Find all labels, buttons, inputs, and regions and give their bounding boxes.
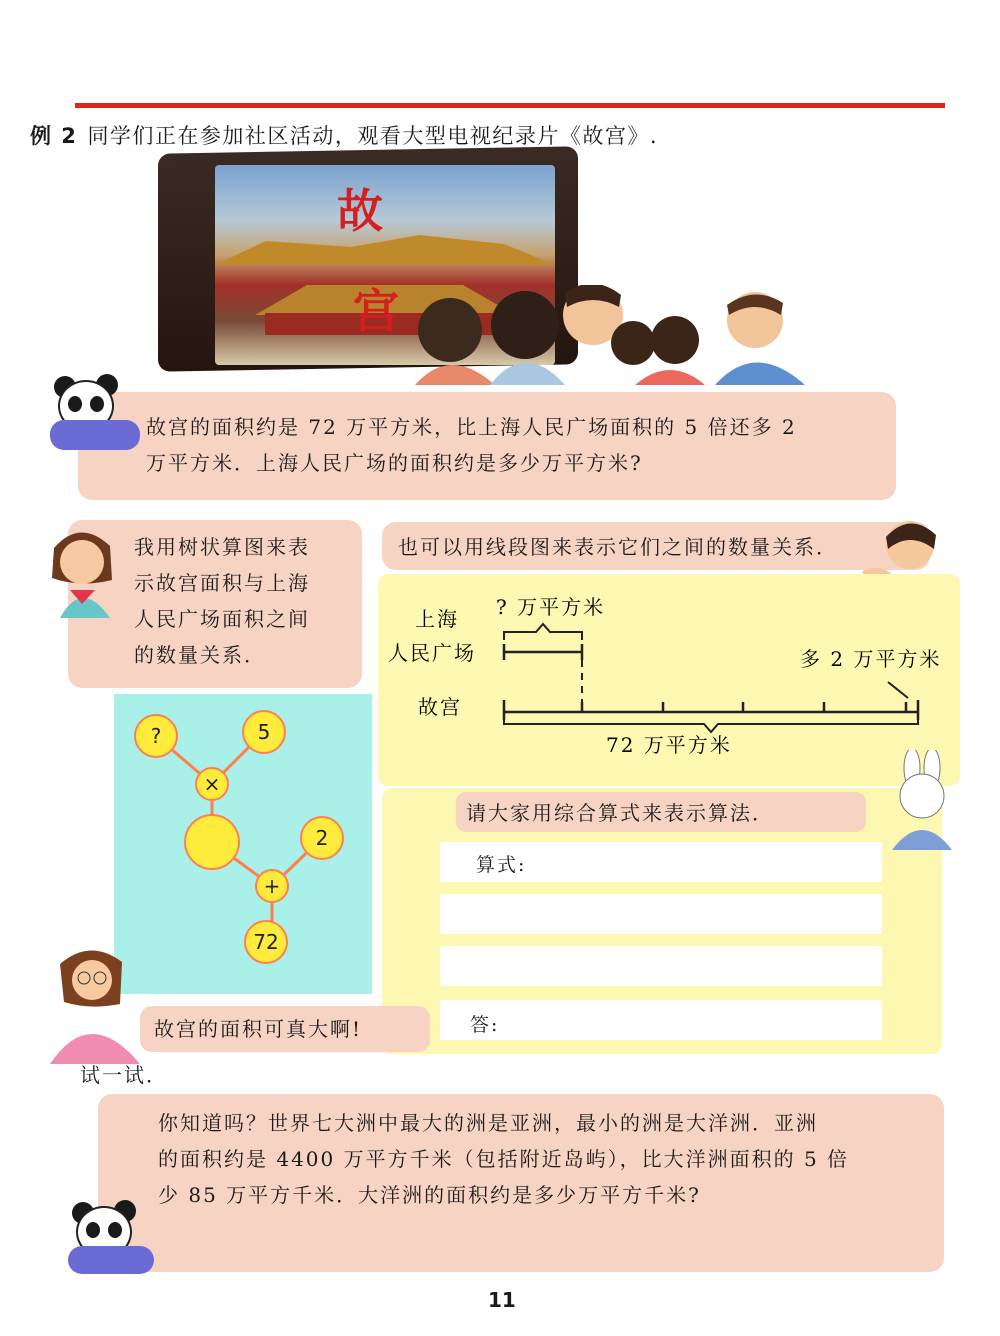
girl-line-1: 我用树状算图来表 [134,535,310,559]
seg-question-label: ? 万平方米 [496,595,606,619]
example-label: 例 2 [30,124,78,148]
try-line-3: 少 85 万平方千米．大洋洲的面积约是多少万平方千米? [158,1183,701,1207]
tree-label-5: 5 [257,720,271,744]
tree-label-2: 2 [315,826,329,850]
rabbit-icon [872,750,962,850]
example-heading [30,120,658,150]
seg-label-shanghai-2: 人民广场 [388,641,476,665]
girl2-bubble-text: 故宫的面积可真大啊! [154,1017,363,1041]
boy-bubble-text: 也可以用线段图来表示它们之间的数量关系． [398,535,838,559]
tv-title-char-1: 故 [337,184,383,238]
try-line-2: 的面积约是 4400 万平方千米（包括附近岛屿），比大洋洲面积的 5 倍 [158,1147,850,1171]
seg-label-gugong: 故宫 [418,695,462,719]
seg-extra-label: 多 2 万平方米 [800,647,942,671]
formula-input-3[interactable] [440,946,882,986]
children-illustration [395,285,815,385]
problem-line-2: 万平方米．上海人民广场的面积约是多少万平方米? [146,451,643,475]
try-line-1: 你知道吗？世界七大洲中最大的洲是亚洲，最小的洲是大洋洲．亚洲 [158,1111,818,1135]
girl-line-4: 的数量关系． [134,643,266,667]
girl-avatar-icon [40,518,130,618]
header-rule [75,103,945,108]
answer-label: 答: [470,1014,500,1036]
problem-line-1: 故宫的面积约是 72 万平方米，比上海人民广场面积的 5 倍还多 2 [146,415,797,439]
panda-icon-2 [62,1196,162,1276]
seg-label-shanghai-1: 上海 [415,607,459,631]
try-label: 试一试． [80,1063,168,1087]
seg-total-label: 72 万平方米 [606,733,732,757]
tv-title-char-2: 宫 [353,284,399,338]
tree-node-product [185,815,239,869]
formula-label: 算式: [476,854,527,876]
answer-input[interactable] [440,1000,882,1040]
panda-icon [44,370,144,450]
tree-label-plus: + [263,874,281,898]
tree-label-72: 72 [253,930,279,954]
example-text: 同学们正在参加社区活动，观看大型电视纪录片《故宫》. [87,124,659,148]
formula-input-2[interactable] [440,894,882,934]
girl2-avatar-icon [40,944,150,1064]
rabbit-bubble-text: 请大家用综合算式来表示算法． [466,801,774,825]
tree-label-multiply: × [203,772,221,796]
girl-line-2: 示故宫面积与上海 [134,571,310,595]
page-number: 11 [488,1288,516,1312]
girl-line-3: 人民广场面积之间 [134,607,310,631]
tree-diagram [114,694,372,994]
tree-label-unknown: ? [150,724,162,748]
